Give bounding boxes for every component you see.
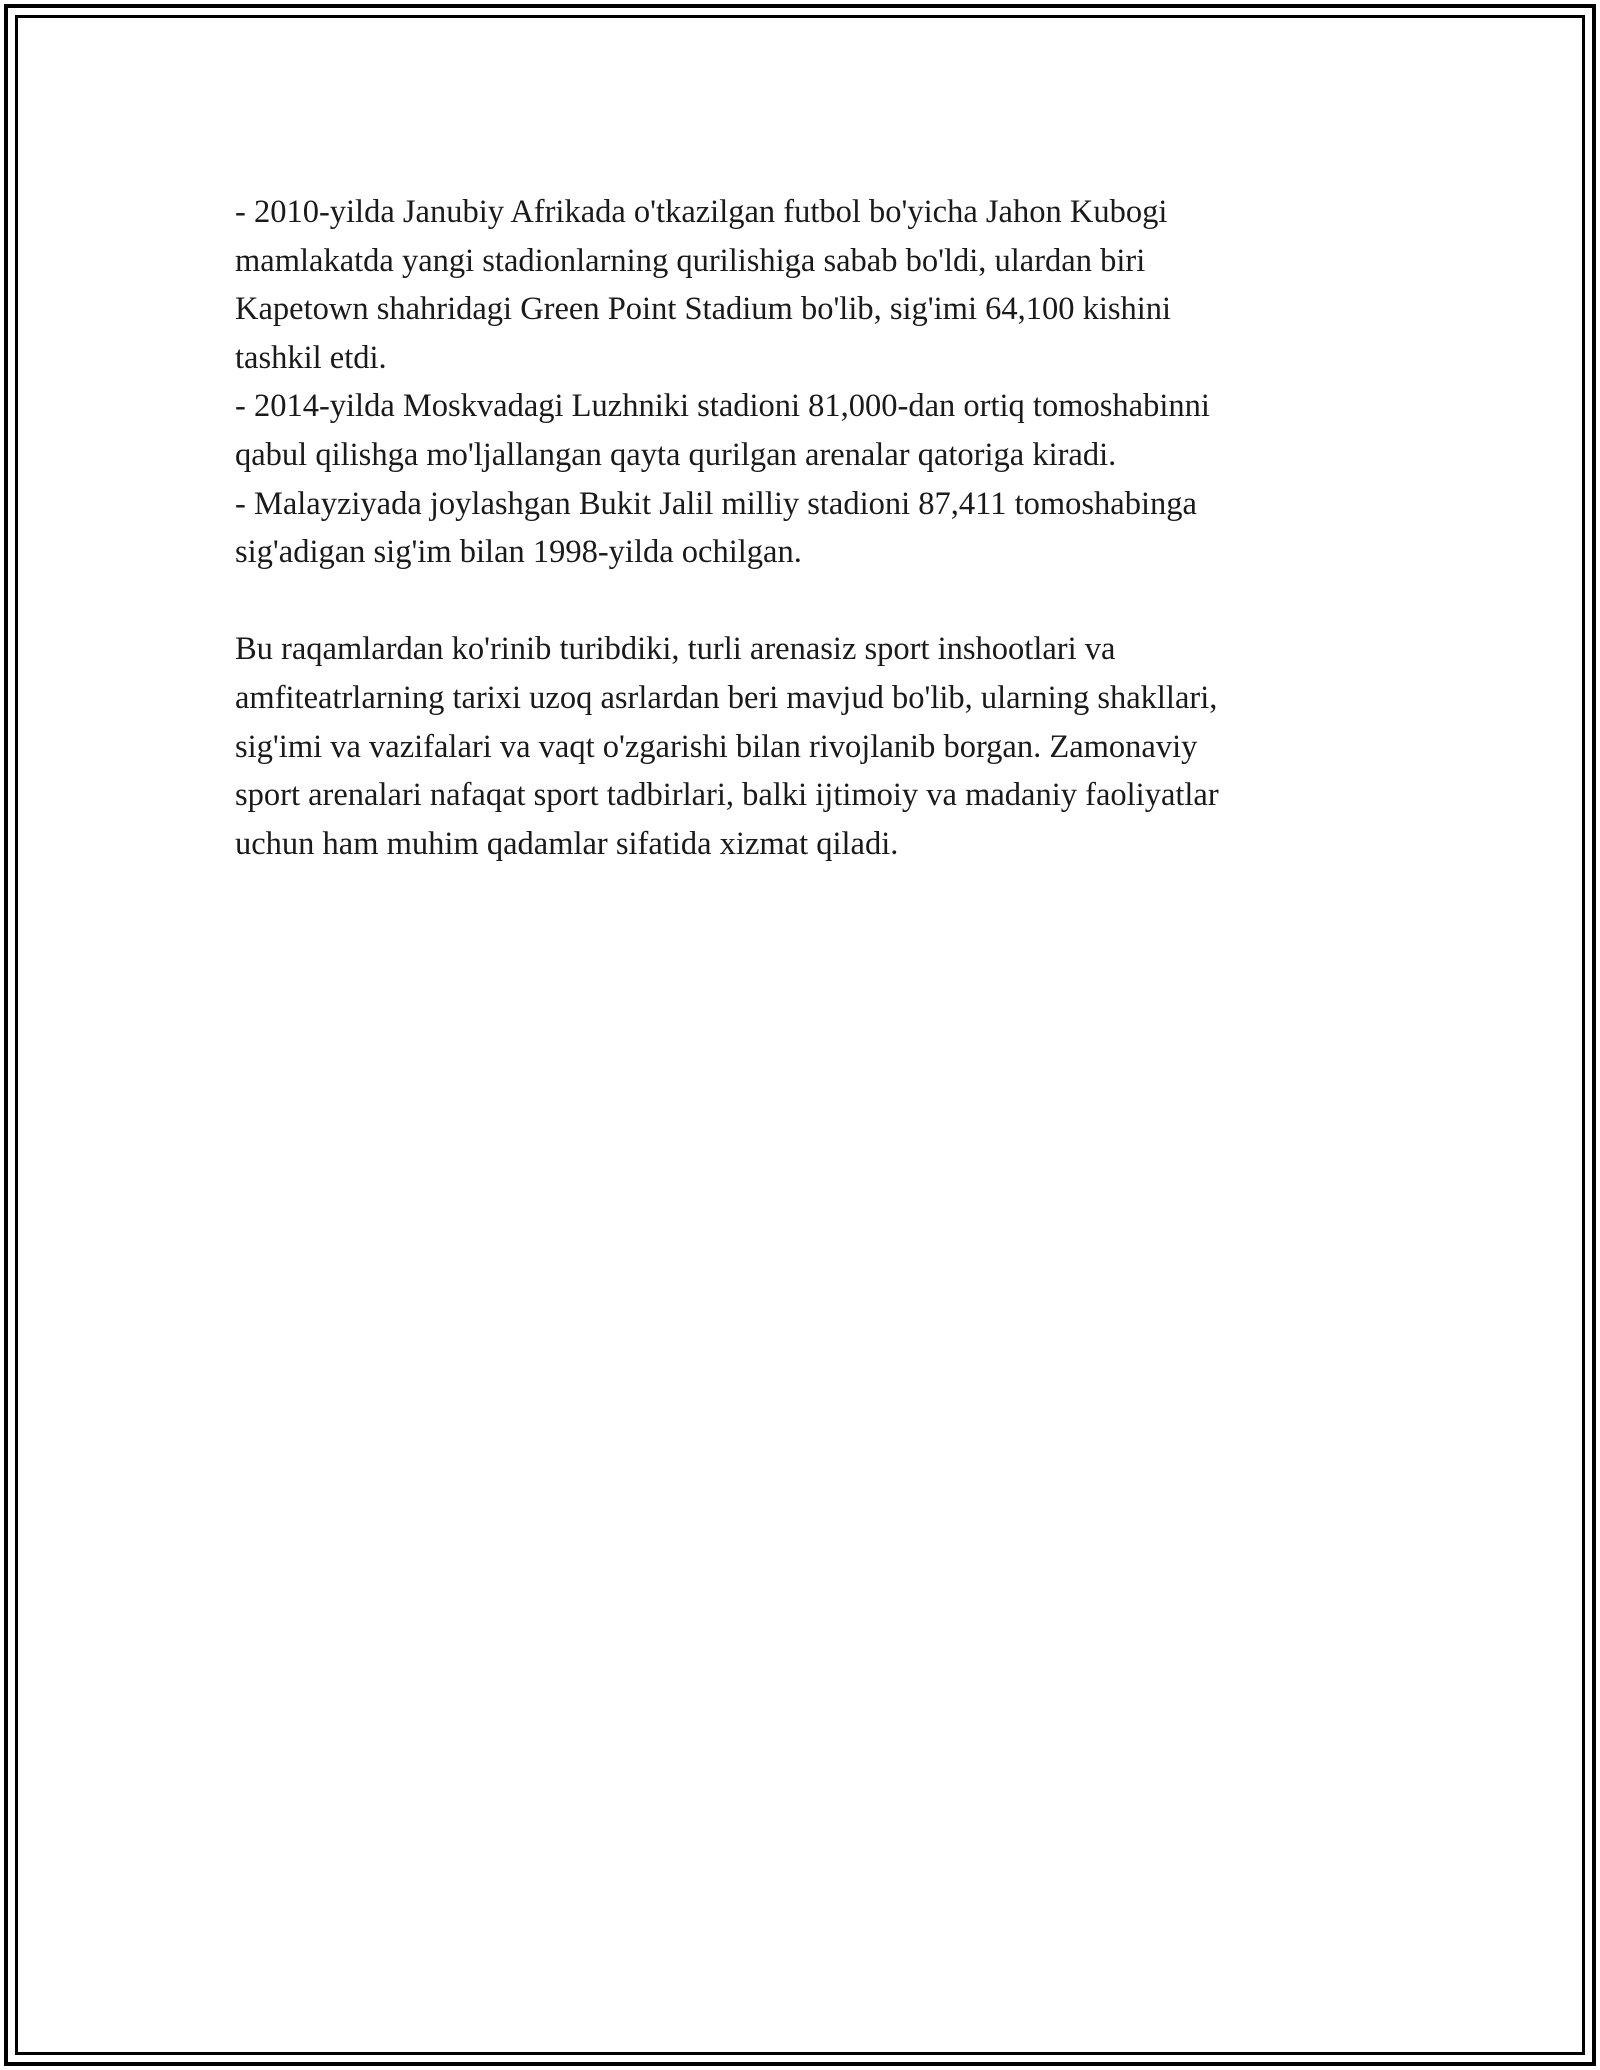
text-line: sport arenalari nafaqat sport tadbirlari, balki ijtimoiy va madaniy faoliyatlar xyxy=(235,777,1219,814)
text-line: mamlakatda yangi stadionlarning qurilishiga sabab bo'ldi, ulardan biri xyxy=(235,242,1146,279)
text-line: - 2010-yilda Janubiy Afrikada o'tkazilgan futbol bo'yicha Jahon Kubogi xyxy=(235,194,1168,230)
text-line: sig'imi va vazifalari va vaqt o'zgarishi bilan rivojlanib borgan. Zamonaviy xyxy=(235,728,1198,765)
text-line: - 2014-yilda Moskvadagi Luzhniki stadioni 81,000-dan ortiq tomoshabinni xyxy=(235,388,1210,425)
paragraph-gap xyxy=(235,577,1370,626)
text-line: tashkil etdi. xyxy=(235,339,387,376)
document-body xyxy=(235,188,1370,868)
text-line: sig'adigan sig'im bilan 1998-yilda ochilgan. xyxy=(235,534,802,571)
text-line: Bu raqamlardan ko'rinib turibdiki, turli arenasiz sport inshootlari va xyxy=(235,631,1116,668)
conclusion-paragraph xyxy=(235,625,1370,868)
text-line: amfiteatrlarning tarixi uzoq asrlardan beri mavjud bo'lib, ularning shakllari, xyxy=(235,679,1218,716)
stadium-list xyxy=(235,188,1370,577)
text-line: Kapetown shahridagi Green Point Stadium bo'lib, sig'imi 64,100 kishini xyxy=(235,291,1172,328)
text-line: qabul qilishga mo'ljallangan qayta qurilgan arenalar qatoriga kiradi. xyxy=(235,436,1117,473)
text-line: - Malayziyada joylashgan Bukit Jalil milliy stadioni 87,411 tomoshabinga xyxy=(235,485,1197,522)
text-line: uchun ham muhim qadamlar sifatida xizmat qiladi. xyxy=(235,825,899,862)
